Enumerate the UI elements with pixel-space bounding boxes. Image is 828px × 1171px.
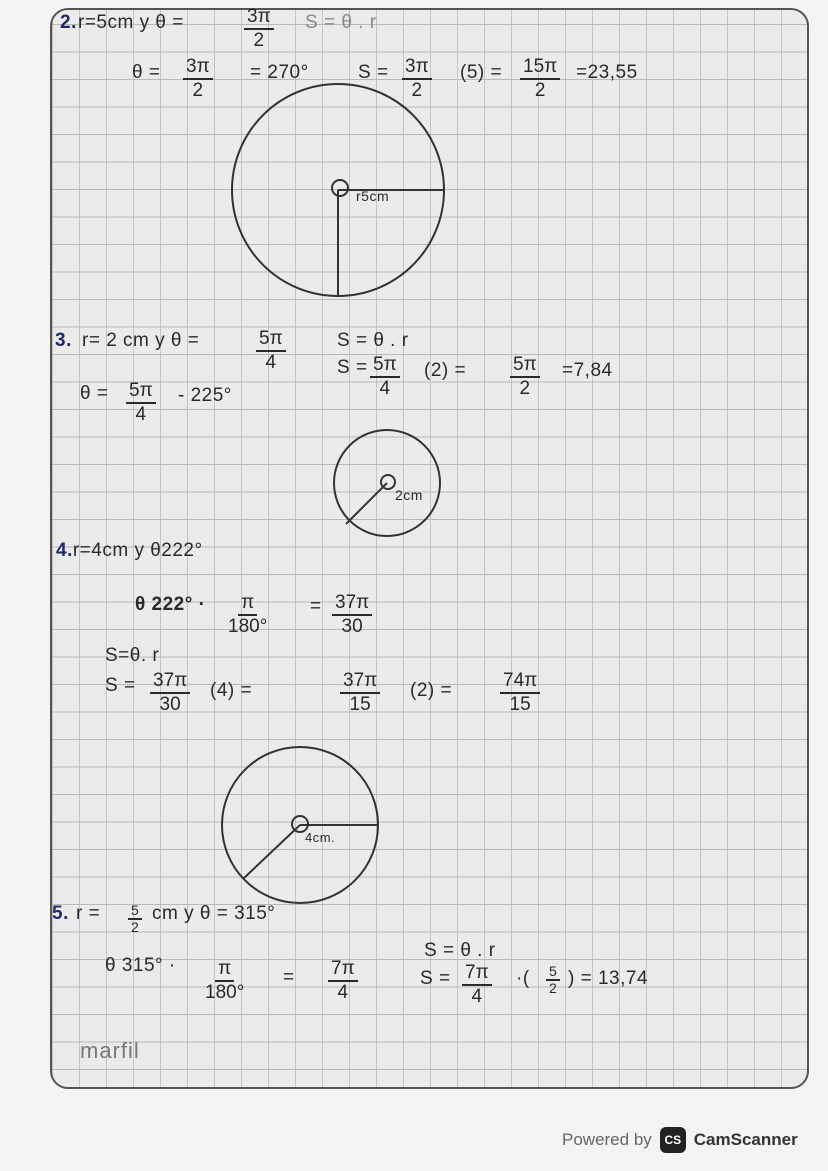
circle-diagram-3 [334, 430, 440, 536]
numerator: 37π [150, 670, 190, 694]
s-label: S = [105, 675, 136, 696]
degrees: - 225° [178, 385, 232, 406]
denominator: 4 [379, 378, 391, 399]
fraction [520, 56, 560, 102]
denominator: 2 [411, 80, 423, 101]
conversion-label: θ 315° · [105, 955, 176, 976]
numerator: 5 [546, 964, 560, 981]
numerator: π [238, 592, 257, 616]
fraction [500, 670, 540, 716]
fraction [340, 670, 380, 716]
denominator: 180° [205, 982, 245, 1003]
fraction [546, 964, 560, 996]
denominator: 4 [135, 404, 147, 425]
degrees: = 270° [250, 62, 309, 83]
numerator: 7π [328, 958, 358, 982]
numerator: 7π [462, 962, 492, 986]
denominator: 15 [509, 694, 531, 715]
radius-label: 2cm [395, 487, 423, 503]
equals: = [283, 967, 295, 988]
given-values: r=4cm y θ222° [72, 540, 203, 561]
dot: ·( [516, 968, 530, 989]
multiplier: (5) = [460, 62, 503, 83]
given-values: r= 2 cm y θ = [82, 330, 200, 351]
radius-label: r5cm [356, 188, 390, 204]
theta-label: θ = [80, 383, 109, 404]
multiplier: (4) = [210, 680, 253, 701]
fraction [126, 380, 156, 426]
problem-number: 2. [60, 12, 77, 33]
camscanner-footer [562, 1127, 798, 1153]
denominator: 4 [337, 982, 349, 1003]
fraction [150, 670, 190, 716]
camscanner-logo-icon: CS [660, 1127, 686, 1153]
numerator: 5 [128, 903, 142, 920]
fraction [462, 962, 492, 1008]
denominator: 30 [341, 616, 363, 637]
fraction [402, 56, 432, 102]
fraction [510, 354, 540, 400]
problem-number: 5. [52, 903, 69, 924]
formula: S=θ. r [105, 645, 160, 666]
fraction [228, 592, 267, 638]
numerator: 5π [510, 354, 540, 378]
powered-by-label: Powered by [562, 1130, 652, 1149]
denominator: 2 [519, 378, 531, 399]
equals: = [310, 596, 322, 617]
s-label: S = [337, 357, 368, 378]
denominator: 30 [159, 694, 181, 715]
fraction [328, 958, 358, 1004]
fraction [332, 592, 372, 638]
numerator: 5π [256, 328, 286, 352]
s-label: S = [420, 968, 451, 989]
camscanner-name: CamScanner [693, 1130, 798, 1149]
numerator: 37π [340, 670, 380, 694]
numerator: 15π [520, 56, 560, 80]
numerator: 74π [500, 670, 540, 694]
denominator: 180° [228, 616, 268, 637]
numerator: 5π [370, 354, 400, 378]
formula: S = θ . r [424, 940, 496, 961]
result: ) = 13,74 [568, 968, 649, 989]
denominator: 2 [131, 919, 139, 935]
denominator: 2 [253, 30, 265, 51]
multiplier: (2) = [410, 680, 453, 701]
fraction [183, 56, 213, 102]
fraction [244, 6, 274, 52]
denominator: 15 [349, 694, 371, 715]
fraction [370, 354, 400, 400]
result: =23,55 [576, 62, 638, 83]
fraction [128, 903, 142, 935]
theta-label: θ = [132, 62, 161, 83]
given-r: r = [76, 903, 101, 924]
radius-label: 4cm. [305, 830, 336, 845]
problem-statement [56, 540, 203, 562]
fraction [256, 328, 286, 374]
conversion-label: θ 222° · [135, 594, 206, 615]
numerator: 3π [183, 56, 213, 80]
notebook-brand-logo: marfil [80, 1038, 140, 1063]
circle-diagram-2 [232, 84, 444, 296]
problem-number: 3. [55, 330, 72, 351]
formula: S = θ . r [305, 12, 377, 33]
fraction [205, 958, 244, 1004]
denominator: 2 [534, 80, 546, 101]
multiplier: (2) = [424, 360, 467, 381]
given-values: r=5cm y θ = [78, 12, 184, 33]
numerator: 3π [402, 56, 432, 80]
denominator: 2 [192, 80, 204, 101]
denominator: 4 [265, 352, 277, 373]
numerator: π [215, 958, 234, 982]
denominator: 2 [549, 980, 557, 996]
problem-number: 4. [56, 540, 73, 561]
numerator: 37π [332, 592, 372, 616]
numerator: 5π [126, 380, 156, 404]
given-values: cm y θ = 315° [152, 903, 276, 924]
circle-diagram-4 [222, 747, 378, 903]
result: =7,84 [562, 360, 613, 381]
denominator: 4 [471, 986, 483, 1007]
s-label: S = [358, 62, 389, 83]
numerator: 3π [244, 6, 274, 30]
formula: S = θ . r [337, 330, 409, 351]
